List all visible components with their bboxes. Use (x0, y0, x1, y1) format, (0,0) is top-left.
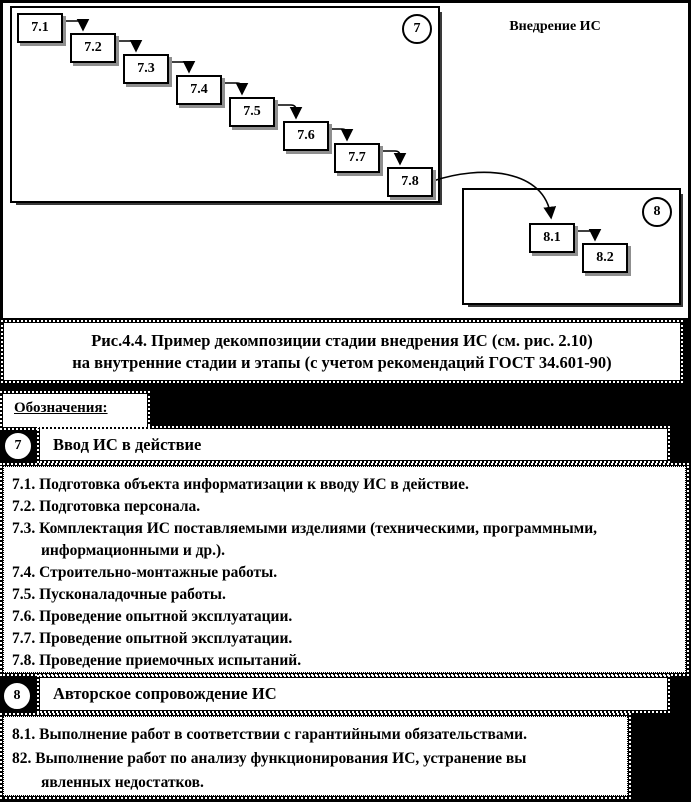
task-box-7-6: 7.6 (283, 121, 329, 151)
legend-label-text: Обозначения: (14, 400, 108, 416)
diagram-title: Внедрение ИС (509, 19, 601, 34)
task-box-7-5: 7.5 (229, 97, 275, 127)
arrow-7-4-to-7-5 (222, 83, 242, 93)
task-box-7-7: 7.7 (334, 143, 380, 173)
caption-line-1: Рис.4.4. Пример декомпозиции стадии внедрения ИС (см. рис. 2.10) (91, 331, 593, 350)
task-box-8-2: 8.2 (582, 243, 628, 273)
arrow-8-1-to-8-2 (575, 231, 595, 239)
legend-stage8-title: Авторское сопровождение ИС (53, 684, 277, 703)
list-item: 7.8. Проведение приемочных испытаний. (12, 652, 302, 669)
arrow-7-7-to-7-8 (380, 151, 400, 163)
task-box-7-4: 7.4 (176, 75, 222, 105)
legend-stage7-badge: 7 (3, 431, 33, 461)
task-box-7-8: 7.8 (387, 167, 433, 197)
list-item: 7.4. Строительно-монтажные работы. (12, 564, 278, 581)
stage8-items-list (3, 716, 628, 796)
arrow-7-1-to-7-2 (63, 21, 83, 29)
arrow-7-3-to-7-4 (169, 62, 189, 71)
figure-caption (4, 323, 680, 380)
list-item-continuation: информационными и др.). (41, 542, 226, 559)
list-item: 7.5. Пусконаладочные работы. (12, 586, 226, 603)
caption-line-2: на внутренние стадии и этапы (с учетом рекомендаций ГОСТ 34.601-90) (72, 353, 612, 372)
stage7-number-circle: 7 (402, 14, 432, 44)
task-box-7-1: 7.1 (17, 13, 63, 43)
list-item: 7.2. Подготовка персонала. (12, 498, 201, 515)
list-item: 7.7. Проведение опытной эксплуатации. (12, 630, 293, 647)
legend-stage8-badge: 8 (2, 681, 32, 711)
stage7-items-list (3, 466, 686, 673)
list-item: 7.3. Комплектация ИС поставляемыми изделиями (техническими, программными, (12, 520, 598, 537)
legend-stage7-title-bar (40, 429, 667, 460)
arrow-7-8-to-8-1 (433, 172, 551, 217)
list-item-continuation: явленных недостатков. (41, 774, 204, 791)
task-box-7-3: 7.3 (123, 54, 169, 84)
legend-stage7-title: Ввод ИС в действие (53, 435, 202, 454)
task-box-7-2: 7.2 (70, 33, 116, 63)
legend-stage8-title-bar (40, 678, 667, 710)
task-box-8-1: 8.1 (529, 223, 575, 253)
arrow-7-6-to-7-7 (329, 129, 347, 139)
legend-label (3, 394, 147, 427)
list-item: 8.1. Выполнение работ в соответствии с гарантийными обязательствами. (12, 726, 527, 743)
list-item: 7.6. Проведение опытной эксплуатации. (12, 608, 293, 625)
stage8-number-circle: 8 (642, 197, 672, 227)
list-item: 82. Выполнение работ по анализу функционирования ИС, устранение вы (12, 750, 527, 767)
list-item: 7.1. Подготовка объекта информатизации к вводу ИС в действие. (12, 476, 469, 493)
arrow-7-2-to-7-3 (116, 41, 136, 50)
arrow-7-5-to-7-6 (275, 105, 296, 117)
